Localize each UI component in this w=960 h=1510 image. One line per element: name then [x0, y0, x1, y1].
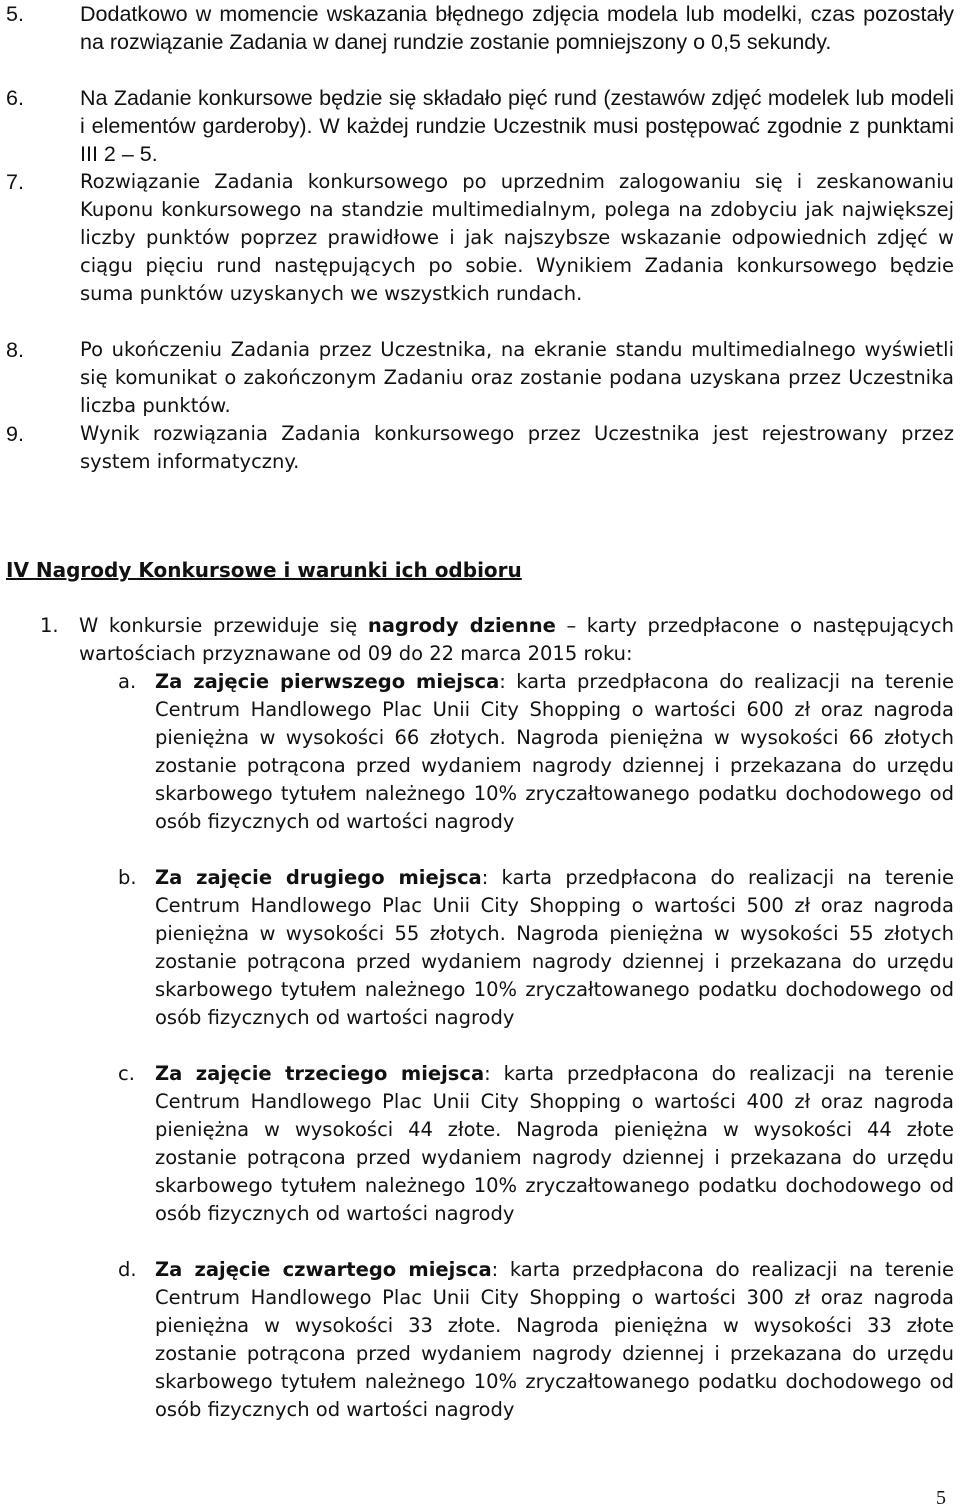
rule-item-number: 9. — [6, 422, 24, 446]
rule-item-number: 7. — [6, 170, 24, 194]
prize-subitem-bold: Za zajęcie pierwszego miejsca — [155, 670, 500, 693]
rule-item-text: Rozwiązanie Zadania konkursowego po uprzednim zalogowaniu się i zeskanowaniu Kuponu konkursowego na standzie multimedialnym, polega na zdobyciu jak największej liczby punktów poprzez prawidłowe i jak najszybsze wskazanie odpowiednich zdjęć w ciągu pięciu rund następujących po sobie. Wynikiem Zadania konkursowego będzie suma punktów uzyskanych we wszystkich rundach. — [80, 170, 954, 305]
rule-item-number: 5. — [6, 2, 24, 26]
page-number: 5 — [936, 1487, 946, 1509]
prize-subitem-d — [118, 1256, 954, 1424]
prize-subitem-a — [118, 668, 954, 836]
prize-subitem-letter: a. — [118, 670, 137, 693]
section-heading: IV Nagrody Konkursowe i warunki ich odbioru — [6, 558, 522, 582]
prize-rule-item-1 — [40, 612, 954, 668]
prize-subitem-letter: b. — [118, 866, 137, 889]
rule-item-9 — [6, 420, 954, 476]
rule-item-7 — [6, 168, 954, 308]
rule-item-8 — [6, 336, 954, 420]
prize-rule-number: 1. — [40, 614, 59, 637]
prize-rule-text-before: W konkursie przewiduje się — [79, 614, 368, 637]
rule-item-5 — [6, 0, 954, 56]
prize-subitem-text — [118, 864, 954, 1032]
prize-subitem-text — [118, 1060, 954, 1228]
rule-item-number: 8. — [6, 338, 24, 362]
prize-rule-text — [40, 612, 954, 668]
prize-subitem-body: : karta przedpłacona do realizacji na terenie Centrum Handlowego Plac Unii City Shopping o wartości 300 zł oraz nagroda pieniężna w wysokości 33 złote. Nagroda pieniężna w wysokości 33 złote zostanie potrącona przed wydaniem nagrody dziennej i przekazana do urzędu skarbowego tytułem należnego 10% zryczałtowanego podatku dochodowego od osób fizycznych od wartości nagrody — [155, 1258, 955, 1421]
prize-rule-text-after: – karty przedpłacone o następujących wartościach przyznawane od 09 do 22 marca 2015 roku: — [79, 614, 955, 665]
rule-item-text: Dodatkowo w momencie wskazania błędnego zdjęcia modela lub modelki, czas pozostały na rozwiązanie Zadania w danej rundzie zostanie pomniejszony o 0,5 sekundy. — [80, 2, 954, 54]
prize-subitem-bold: Za zajęcie trzeciego miejsca — [155, 1062, 485, 1085]
prize-subitem-bold: Za zajęcie czwartego miejsca — [155, 1258, 492, 1281]
prize-subitem-body: : karta przedpłacona do realizacji na terenie Centrum Handlowego Plac Unii City Shopping o wartości 400 zł oraz nagroda pieniężna w wysokości 44 złote. Nagroda pieniężna w wysokości 44 złote zostanie potrącona przed wydaniem nagrody dziennej i przekazana do urzędu skarbowego tytułem należnego 10% zryczałtowanego podatku dochodowego od osób fizycznych od wartości nagrody — [155, 1062, 954, 1225]
prize-subitem-letter: c. — [118, 1062, 135, 1085]
prize-subitem-text — [118, 668, 954, 836]
prize-subitem-b — [118, 864, 954, 1032]
prize-subitem-body: : karta przedpłacona do realizacji na terenie Centrum Handlowego Plac Unii City Shopping o wartości 600 zł oraz nagroda pieniężna w wysokości 66 złotych. Nagroda pieniężna w wysokości 66 złotych zostanie potrącona przed wydaniem nagrody dziennej i przekazana do urzędu skarbowego tytułem należnego 10% zryczałtowanego podatku dochodowego od osób fizycznych od wartości nagrody — [155, 670, 955, 833]
rule-item-6 — [6, 84, 954, 168]
prize-subitem-letter: d. — [118, 1258, 137, 1281]
rule-item-text: Na Zadanie konkursowe będzie się składało pięć rund (zestawów zdjęć modelek lub modeli i elementów garderoby). W każdej rundzie Uczestnik musi postępować zgodnie z punktami III 2 – 5. — [80, 86, 954, 166]
prize-rule-bold: nagrody dzienne — [367, 614, 556, 637]
prize-subitem-bold: Za zajęcie drugiego miejsca — [155, 866, 482, 889]
prize-subitem-text — [118, 1256, 954, 1424]
prize-subitem-body: : karta przedpłacona do realizacji na terenie Centrum Handlowego Plac Unii City Shopping o wartości 500 zł oraz nagroda pieniężna w wysokości 55 złotych. Nagroda pieniężna w wysokości 55 złotych zostanie potrącona przed wydaniem nagrody dziennej i przekazana do urzędu skarbowego tytułem należnego 10% zryczałtowanego podatku dochodowego od osób fizycznych od wartości nagrody — [155, 866, 954, 1029]
rule-item-text: Po ukończeniu Zadania przez Uczestnika, na ekranie standu multimedialnego wyświetli się komunikat o zakończonym Zadaniu oraz zostanie podana uzyskana przez Uczestnika liczba punktów. — [80, 338, 954, 417]
rule-item-text: Wynik rozwiązania Zadania konkursowego przez Uczestnika jest rejestrowany przez system informatyczny. — [80, 422, 954, 473]
prize-subitem-c — [118, 1060, 954, 1228]
rule-item-number: 6. — [6, 86, 24, 110]
